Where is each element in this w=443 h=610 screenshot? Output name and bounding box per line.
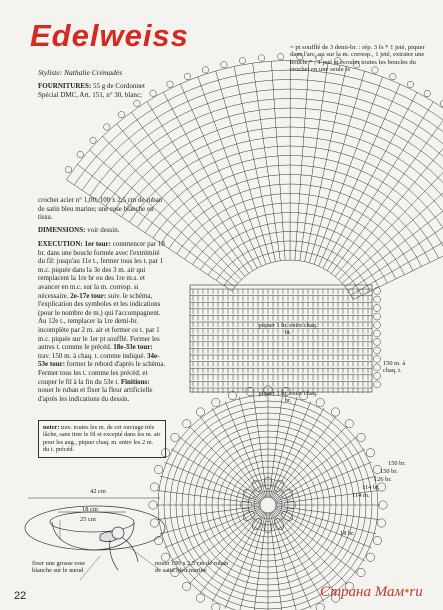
label-piquer-top: piquer 1 br. entre chaq. br. bbox=[258, 390, 318, 404]
execution-label3: 18e-33e tour: bbox=[113, 343, 153, 352]
label-42cm: 42 cm bbox=[90, 488, 106, 495]
label-25cm: 25 cm bbox=[80, 516, 96, 523]
label-150m: 150 m. à chaq. t. bbox=[383, 360, 406, 374]
label-114br: 114 br. bbox=[362, 484, 380, 491]
execution-label4: 34e-53e tour: bbox=[38, 351, 160, 369]
note-label: noter: bbox=[43, 424, 60, 431]
label-18br: 18 br. bbox=[340, 530, 355, 537]
label-150br-b: 150 br. bbox=[380, 468, 398, 475]
label-114m: 114 m. bbox=[352, 492, 370, 499]
page-number: 22 bbox=[14, 590, 27, 602]
note-text: trav. toutes les m. de cet ouvrage très lâche, sans tirer le fil et excepté dans les m. air pour les aug., piquer chaq. m. entre les 2 m. du t. précéd. bbox=[43, 424, 161, 454]
fan-chart bbox=[65, 53, 443, 299]
execution-text: commencer par 18 br. dans une boucle formée avec l'extrémité du fil: jusqu'au 11e t., fermer tous les t. par 1 m.c. piquée dans la 3e des 3 m. air qui remplacent la 1re br ou des 1re m.s. et avancer en m.c. sur la m. corresp. si nécessaire. bbox=[38, 240, 165, 300]
fournitures-text: 55 g de Cordonnet Spécial DMC, Art. 151, n° 30, blanc; bbox=[38, 82, 145, 99]
execution-label5: Finitions: bbox=[120, 377, 150, 386]
execution-label: EXECUTION: 1er tour: bbox=[38, 240, 111, 248]
legend-line1: = pt soufflé de 3 demi-br. : rép. 3 fs * 1 jeté, piquer dans l'arc, ou sur la m. corresp., 1 jeté, extraire une boucle * ; 1 jeté et écouler toutes les boucles du crochet en une seule fs bbox=[290, 44, 425, 74]
band-chart bbox=[190, 285, 381, 393]
stylist-credit: Styliste: Nathalie Crémadès bbox=[38, 68, 123, 77]
label-126br: 126 br. bbox=[374, 476, 392, 483]
execution-text2: suiv. le schéma, l'explication des symboles et les indications (pour le nombre de m.) qui l'accompagnent. Au 12e t., remplacer la 1re demi-br. incomplète par 2 m. air et fermer ce t. par 1 m.c. piquée sur le 1er pt soufflé. Fermer les autres t. comme le précéd. bbox=[38, 291, 161, 352]
execution-text5: nouer le ruban et fixer la fleur artificielle d'après les indications du dessin. bbox=[38, 386, 153, 403]
label-fixer: fixer une grosse rose blanche sur le nœud bbox=[32, 560, 86, 574]
label-piquer-bottom: piquer 1 br. entre chaq. br. bbox=[258, 322, 318, 336]
execution-text4: former le rebord d'après le schéma. Fermer tous les t. comme les précéd. et couper le fil à la fin du 53e t. bbox=[38, 360, 166, 386]
fournitures-label: FOURNITURES: bbox=[38, 82, 92, 90]
fournitures-text2: crochet acier n° 1,00; 100 x 2,5 cm de ruban de satin bleu marine; une rose blanche en tissu. bbox=[38, 196, 163, 222]
watermark-dot: • bbox=[404, 584, 410, 600]
label-150br-a: 150 br. bbox=[388, 460, 406, 467]
watermark-a: Страна Мам bbox=[320, 584, 405, 600]
execution-text3: trav. 150 m. à chaq. t. comme indiqué. bbox=[38, 351, 146, 360]
execution-label2: 2e-17e tour: bbox=[70, 291, 107, 300]
label-nouer: nouer 100 x 2,5 cm de ruban de satin bleu marine bbox=[155, 560, 229, 574]
dimensions-label: DIMENSIONS: bbox=[38, 226, 86, 234]
watermark bbox=[320, 584, 423, 601]
dimensions-text: voir dessin. bbox=[85, 226, 120, 234]
page-title: Edelweiss bbox=[30, 18, 189, 53]
label-18cm: 18 cm bbox=[82, 506, 98, 513]
watermark-b: ru bbox=[409, 584, 423, 600]
